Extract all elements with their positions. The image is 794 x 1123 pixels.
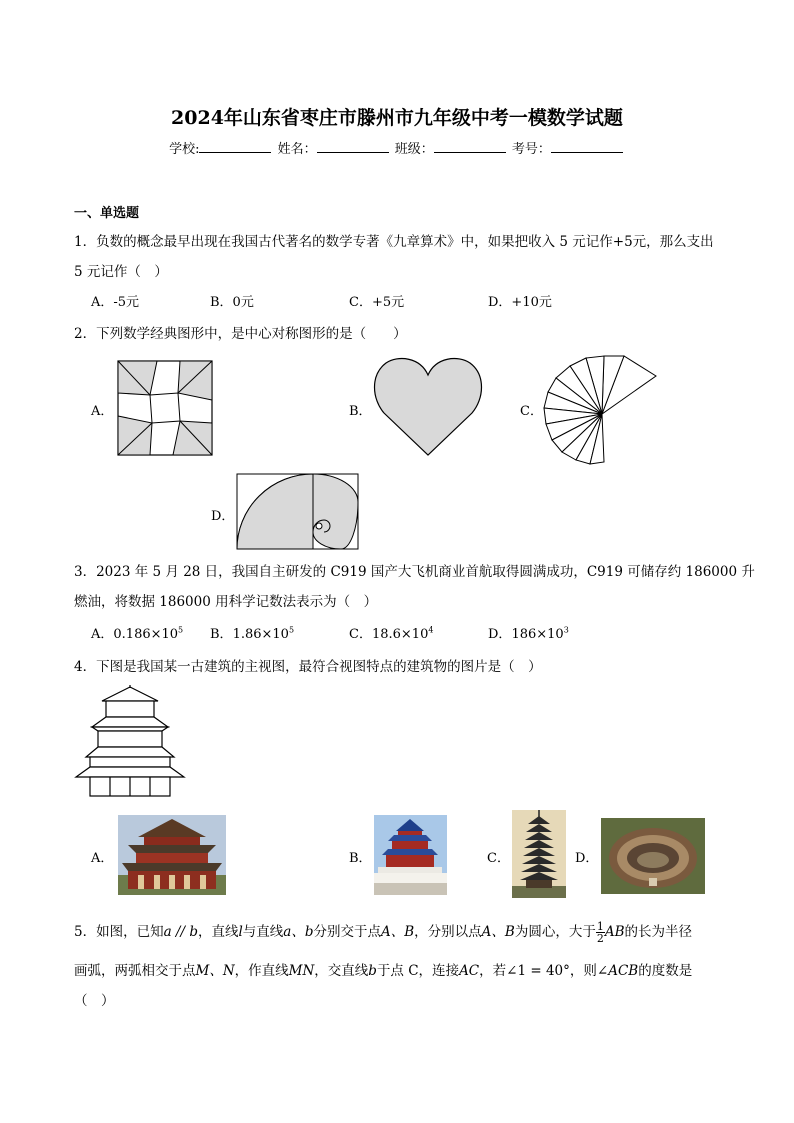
- q2-text: 2．下列数学经典图形中，是中心对称图形的是（ ）: [74, 326, 407, 342]
- school-label: 学校:: [169, 142, 200, 157]
- q1-text-line1: 1．负数的概念最早出现在我国古代著名的数学专著《九章算术》中，如果把收入 5 元记作+5元，那么支出: [74, 234, 714, 250]
- q3-option-a[interactable]: A．$0.186\times 10^5$: [91, 625, 184, 642]
- q5-text-line2: 画弧，两弧相交于点M、N，作直线MN，交直线b于点 C，连接AC，若∠1 = 40°，则∠ACB的度数是: [74, 963, 693, 979]
- school-blank[interactable]: [199, 140, 271, 153]
- tall-pagoda-photo[interactable]: [512, 810, 566, 898]
- student-info-line: [0, 138, 794, 157]
- pinwheel-square-figure[interactable]: [117, 360, 213, 456]
- q5-text-line1: 5．如图，已知a // b，直线l与直线a、b分别交于点A、B，分别以点A、B为圆心，大于 $\frac{1}{2}$ AB的长为半径: [74, 920, 693, 945]
- q3-text-line2: 燃油，将数据 186000 用科学记数法表示为（ ）: [74, 594, 378, 610]
- q3-option-c[interactable]: C．$18.6\times 10^4$: [349, 625, 434, 642]
- q2-label-d: D．: [211, 509, 235, 524]
- q1-text-line2: 5 元记作（ ）: [74, 264, 168, 280]
- tulou-photo[interactable]: [601, 818, 705, 894]
- exam-number-blank[interactable]: [551, 140, 623, 153]
- exam-number-label: 考号：: [511, 142, 551, 157]
- name-label: 姓名：: [277, 142, 317, 157]
- q1-option-c[interactable]: C．+5元: [349, 295, 405, 310]
- q4-text: 4．下图是我国某一古建筑的主视图，最符合视图特点的建筑物的图片是（ ）: [74, 659, 542, 675]
- q4-label-d: D．: [575, 851, 599, 866]
- q2-label-c: C．: [520, 404, 543, 419]
- page-title: 2024年山东省枣庄市滕州市九年级中考一模数学试题: [171, 107, 623, 129]
- half-fraction: $\frac{1}{2}$: [596, 920, 604, 945]
- name-blank[interactable]: [317, 140, 389, 153]
- pagoda-front-view: [74, 685, 186, 797]
- pavilion-photo[interactable]: [118, 815, 226, 895]
- heart-figure[interactable]: [372, 355, 484, 458]
- q2-label-a: A．: [91, 404, 114, 419]
- q1-option-b[interactable]: B．0元: [210, 295, 254, 310]
- q1-option-a[interactable]: A．-5元: [91, 295, 140, 310]
- temple-of-heaven-photo[interactable]: [374, 815, 447, 895]
- spiral-fan-figure[interactable]: [540, 354, 660, 466]
- section-heading: 一、单选题: [74, 206, 140, 221]
- q3-text-line1: 3．2023 年 5 月 28 日，我国自主研发的 C919 国产大飞机商业首航取得圆满成功，C919 可储存约 186000 升: [74, 564, 755, 580]
- q4-label-b: B．: [349, 851, 372, 866]
- class-label: 班级：: [394, 142, 434, 157]
- q4-label-a: A．: [91, 851, 114, 866]
- q2-label-b: B．: [349, 404, 372, 419]
- golden-spiral-figure[interactable]: [236, 473, 360, 551]
- q5-text-line3: （ ）: [74, 993, 115, 1009]
- q3-option-b[interactable]: B．$1.86\times 10^5$: [210, 625, 295, 642]
- q4-label-c: C．: [487, 851, 510, 866]
- class-blank[interactable]: [434, 140, 506, 153]
- q1-option-d[interactable]: D．+10元: [488, 295, 552, 310]
- q3-option-d[interactable]: D．$186\times 10^3$: [488, 625, 569, 642]
